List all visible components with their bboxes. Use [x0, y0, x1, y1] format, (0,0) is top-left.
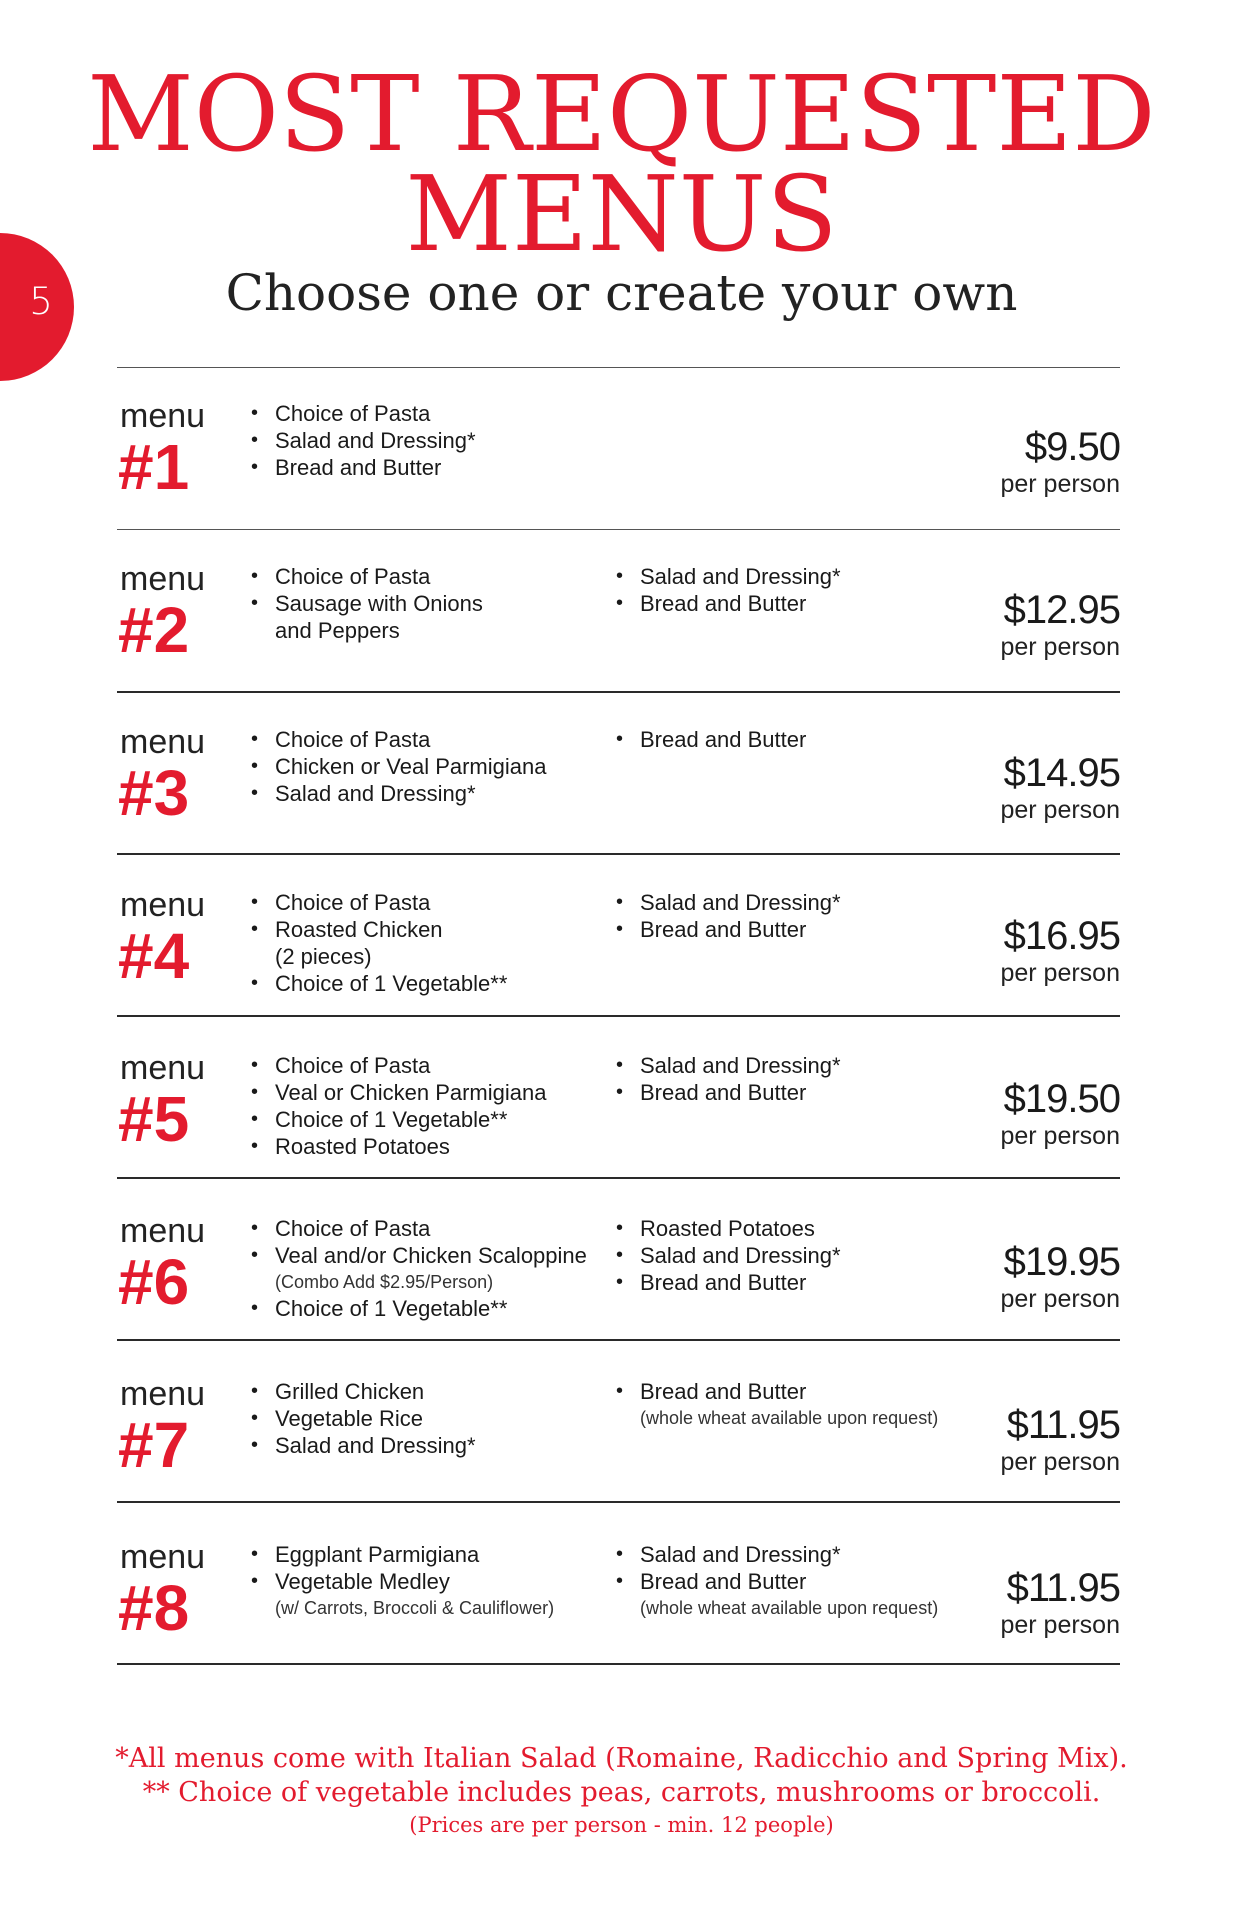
menu-item-text: Bread and Butter [275, 455, 442, 480]
page-number: 5 [29, 280, 53, 323]
menu-item [614, 916, 944, 943]
menu-number: #1 [118, 431, 190, 503]
menu-item [249, 1242, 609, 1295]
menu-item [249, 726, 609, 753]
menu-item-text: Bread and Butter [640, 1379, 807, 1404]
menu-item-text: Bread and Butter [640, 1569, 807, 1594]
page-title-line2: MENUS [405, 153, 838, 275]
menu-item-text: Choice of Pasta [275, 890, 431, 915]
menu-price: $14.95 [1003, 751, 1120, 795]
page-subtitle: Choose one or create your own [225, 264, 1018, 322]
menu-row [117, 1375, 1120, 1538]
menu-items-left [249, 889, 609, 997]
menu-items-left [249, 1215, 609, 1322]
menu-price-unit: per person [1000, 1611, 1120, 1639]
menu-item-text: Eggplant Parmigiana [275, 1542, 480, 1567]
menu-item [249, 590, 609, 644]
menu-item-text: Choice of Pasta [275, 401, 431, 426]
menu-number: #2 [118, 594, 190, 666]
menu-item-text: Salad and Dressing* [640, 1542, 841, 1567]
menu-item [614, 1378, 944, 1431]
menu-items-right [614, 889, 944, 943]
menu-items-right [614, 1541, 944, 1621]
menu-item-text: Bread and Butter [640, 1080, 807, 1105]
menu-item [249, 563, 609, 590]
menu-label: menu [120, 1212, 206, 1250]
menu-item-text: Chicken or Veal Parmigiana [275, 754, 547, 779]
menu-items-right [614, 1378, 944, 1431]
menu-item-text: Sausage with Onions [275, 591, 483, 616]
menu-item [614, 1215, 944, 1242]
menu-label: menu [120, 1375, 206, 1413]
menu-row [117, 1049, 1120, 1212]
menu-item-text: Choice of Pasta [275, 564, 431, 589]
menu-item-text: Vegetable Rice [275, 1406, 423, 1431]
menu-price: $11.95 [1006, 1403, 1120, 1447]
footnote-pricing: (Prices are per person - min. 12 people) [409, 1813, 834, 1837]
menu-item [249, 1405, 609, 1432]
menu-item-text: Salad and Dressing* [640, 564, 841, 589]
menu-row [117, 886, 1120, 1049]
menu-item-text: Roasted Chicken [275, 917, 443, 942]
menu-label: menu [120, 1538, 206, 1576]
menu-number: #4 [118, 920, 190, 992]
footnote-vegetable: ** Choice of vegetable includes peas, carrots, mushrooms or broccoli. [142, 1777, 1101, 1808]
menu-item [614, 1242, 944, 1269]
menu-price-unit: per person [1000, 1285, 1120, 1313]
menu-price-unit: per person [1000, 470, 1120, 498]
menu-item-text: Salad and Dressing* [275, 428, 476, 453]
menu-label: menu [120, 723, 206, 761]
menu-row [117, 1538, 1120, 1701]
menu-item-text: Choice of Pasta [275, 1053, 431, 1078]
menu-item-text: Roasted Potatoes [275, 1134, 450, 1159]
menu-item-text: Veal and/or Chicken Scaloppine [275, 1243, 587, 1268]
menu-label: menu [120, 1049, 206, 1087]
menu-item-note: (whole wheat available upon request) [640, 1408, 939, 1428]
menu-row [117, 397, 1120, 560]
menu-number: #3 [118, 757, 190, 829]
menu-item-text: Bread and Butter [640, 917, 807, 942]
menu-items-left [249, 1541, 609, 1621]
menu-item [249, 1215, 609, 1242]
menu-item-text: Salad and Dressing* [275, 781, 476, 806]
menu-item-note: (w/ Carrots, Broccoli & Cauliflower) [275, 1598, 555, 1618]
menu-items-right [614, 1052, 944, 1106]
page-title-line1: MOST REQUESTED [87, 53, 1156, 175]
divider-rule [117, 367, 1120, 368]
menu-number: #5 [118, 1083, 190, 1155]
menu-price: $11.95 [1006, 1566, 1120, 1610]
menu-item [614, 1269, 944, 1296]
menu-items-right [614, 1215, 944, 1296]
menu-item-text: Bread and Butter [640, 1270, 807, 1295]
menu-label: menu [120, 397, 206, 435]
menu-item-text: Veal or Chicken Parmigiana [275, 1080, 547, 1105]
menu-item-text: Choice of 1 Vegetable** [275, 1296, 508, 1321]
menu-item [249, 916, 609, 970]
menu-price: $19.50 [1003, 1077, 1120, 1121]
menu-item [249, 427, 609, 454]
menu-items-right [614, 563, 944, 617]
menu-item [614, 1079, 944, 1106]
menu-item [249, 1133, 609, 1160]
menu-number: #6 [118, 1246, 190, 1318]
menu-items-right [614, 726, 944, 753]
menu-item-text: Choice of 1 Vegetable** [275, 1107, 508, 1132]
menu-items-left [249, 400, 609, 481]
menu-item [249, 1541, 609, 1568]
menu-item [614, 726, 944, 753]
menu-item [249, 1079, 609, 1106]
menu-item [249, 970, 609, 997]
menu-item [614, 1052, 944, 1079]
menu-item [249, 1106, 609, 1133]
menu-price: $16.95 [1003, 914, 1120, 958]
menu-item-text: Choice of Pasta [275, 1216, 431, 1241]
menu-row [117, 560, 1120, 723]
menu-item [614, 563, 944, 590]
menu-item-text: Salad and Dressing* [640, 1053, 841, 1078]
menu-item [249, 1052, 609, 1079]
menu-item [614, 889, 944, 916]
menu-item-text: Vegetable Medley [275, 1569, 450, 1594]
menu-price-unit: per person [1000, 1448, 1120, 1476]
menu-item [614, 590, 944, 617]
menu-item-text: Roasted Potatoes [640, 1216, 815, 1241]
menu-item [249, 454, 609, 481]
menu-item-text: Salad and Dressing* [640, 890, 841, 915]
menu-items-left [249, 726, 609, 807]
menu-price-unit: per person [1000, 796, 1120, 824]
menu-price: $9.50 [1024, 425, 1120, 469]
menu-item-text: Salad and Dressing* [640, 1243, 841, 1268]
menu-item [249, 400, 609, 427]
menu-item [249, 753, 609, 780]
menu-item [249, 1295, 609, 1322]
menu-item [249, 780, 609, 807]
menu-item-text: Bread and Butter [640, 727, 807, 752]
menu-item-text: Salad and Dressing* [275, 1433, 476, 1458]
menu-item-note: (Combo Add $2.95/Person) [275, 1272, 494, 1292]
menu-item [249, 1568, 609, 1621]
menu-price-unit: per person [1000, 959, 1120, 987]
menu-price: $19.95 [1003, 1240, 1120, 1284]
menu-items-left [249, 1052, 609, 1160]
menu-item-text: Choice of Pasta [275, 727, 431, 752]
menu-row [117, 723, 1120, 886]
menu-item-note: (whole wheat available upon request) [640, 1598, 939, 1618]
menu-number: #8 [118, 1572, 190, 1644]
menu-item [614, 1541, 944, 1568]
footnote-salad: *All menus come with Italian Salad (Romaine, Radicchio and Spring Mix). [115, 1743, 1128, 1774]
menu-number: #7 [118, 1409, 190, 1481]
menu-item-text: Bread and Butter [640, 591, 807, 616]
menu-price-unit: per person [1000, 633, 1120, 661]
menu-label: menu [120, 560, 206, 598]
menu-row [117, 1212, 1120, 1375]
menu-item [249, 1378, 609, 1405]
menu-items-left [249, 563, 609, 644]
menu-item-text: Grilled Chicken [275, 1379, 425, 1404]
menu-price-unit: per person [1000, 1122, 1120, 1150]
menu-price: $12.95 [1003, 588, 1120, 632]
menu-item-text: Choice of 1 Vegetable** [275, 971, 508, 996]
menu-item [249, 1432, 609, 1459]
menu-item-continued: (2 pieces) [275, 944, 372, 969]
menu-items-left [249, 1378, 609, 1459]
menu-item-continued: and Peppers [275, 618, 400, 643]
menu-item [614, 1568, 944, 1621]
menu-item [249, 889, 609, 916]
menu-label: menu [120, 886, 206, 924]
